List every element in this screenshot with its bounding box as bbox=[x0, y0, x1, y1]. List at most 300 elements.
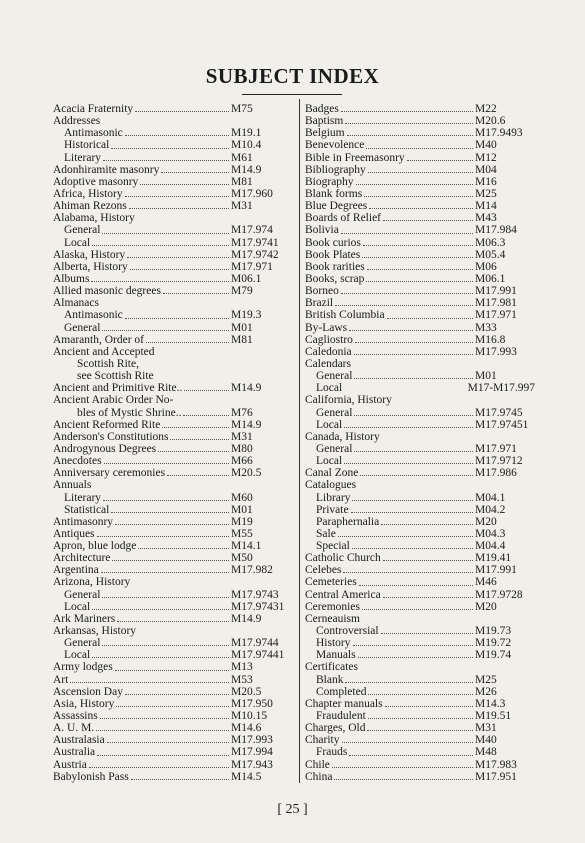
dot-leader bbox=[92, 245, 229, 246]
dot-leader bbox=[161, 172, 229, 173]
dot-leader bbox=[367, 730, 473, 731]
dot-leader bbox=[362, 609, 473, 610]
index-term: Assassins bbox=[53, 710, 98, 723]
index-entry bbox=[305, 346, 535, 358]
index-term: Book curios bbox=[305, 236, 361, 249]
index-entry bbox=[53, 164, 295, 176]
classification-code: M17.9742 bbox=[231, 248, 279, 261]
classification-code: M20.5 bbox=[231, 467, 262, 480]
index-entry bbox=[53, 309, 295, 321]
classification-code: M20.6 bbox=[475, 115, 506, 128]
dot-leader bbox=[116, 706, 229, 707]
dot-leader bbox=[355, 342, 473, 343]
dot-leader bbox=[381, 633, 473, 634]
classification-code: M17.971 bbox=[475, 309, 517, 322]
classification-code: M17.993 bbox=[231, 734, 273, 747]
index-entry bbox=[305, 674, 535, 686]
index-entry bbox=[53, 552, 295, 564]
index-entry bbox=[53, 224, 295, 236]
dot-leader bbox=[111, 148, 229, 149]
classification-code: M06.1 bbox=[475, 272, 506, 285]
index-entry bbox=[53, 504, 295, 516]
index-term: A. U. M. bbox=[53, 722, 95, 735]
index-entry bbox=[305, 504, 535, 516]
classification-code: M17.983 bbox=[475, 758, 517, 771]
index-term: Biography bbox=[305, 175, 354, 188]
index-term: Baptism bbox=[305, 115, 344, 128]
index-term: Celebes bbox=[305, 564, 342, 577]
classification-code: M17.982 bbox=[231, 564, 273, 577]
index-entry bbox=[305, 540, 535, 552]
index-term: Anecdotes bbox=[53, 455, 102, 468]
index-term: Local bbox=[316, 455, 343, 468]
index-entry bbox=[305, 309, 535, 321]
dot-leader bbox=[344, 427, 473, 428]
index-term: Ahiman Rezons bbox=[53, 200, 127, 213]
index-term: Addresses bbox=[53, 115, 101, 128]
dot-leader bbox=[343, 572, 473, 573]
index-entry bbox=[305, 698, 535, 710]
dot-leader bbox=[341, 293, 473, 294]
classification-code: M19.41 bbox=[475, 552, 512, 565]
classification-code: M17.9744 bbox=[231, 637, 279, 650]
dot-leader bbox=[107, 742, 229, 743]
index-term: Asia, History bbox=[53, 697, 115, 710]
classification-code: M22 bbox=[475, 103, 497, 115]
page-number: [ 25 ] bbox=[277, 802, 308, 817]
dot-leader bbox=[135, 111, 229, 112]
index-term: Blank bbox=[316, 673, 344, 686]
dot-leader bbox=[101, 572, 229, 573]
index-term: Allied masonic degrees bbox=[53, 285, 161, 298]
dot-leader bbox=[369, 208, 473, 209]
index-term: Acacia Fraternity bbox=[53, 103, 134, 115]
index-term: Apron, blue lodge bbox=[53, 540, 137, 553]
dot-leader bbox=[347, 135, 473, 136]
index-term: Books, scrap bbox=[305, 272, 365, 285]
index-entry bbox=[305, 407, 535, 419]
index-entry bbox=[53, 649, 295, 661]
classification-code: M19.3 bbox=[231, 309, 262, 322]
dot-leader bbox=[91, 281, 229, 282]
index-entry bbox=[305, 103, 535, 115]
classification-code: M14 bbox=[475, 200, 497, 213]
dot-leader bbox=[345, 123, 473, 124]
classification-code: M19.72 bbox=[475, 637, 512, 650]
dot-leader bbox=[92, 609, 229, 610]
index-term: Ancient Arabic Order No- bbox=[53, 394, 174, 407]
index-entry bbox=[53, 467, 295, 479]
index-entry bbox=[53, 212, 295, 224]
classification-code: M25 bbox=[475, 187, 497, 200]
page-title: SUBJECT INDEX bbox=[205, 64, 380, 88]
classification-code: M17.981 bbox=[475, 297, 517, 310]
dot-leader bbox=[125, 694, 229, 695]
classification-code: M10.4 bbox=[231, 139, 262, 152]
index-term: Bolivia bbox=[305, 224, 339, 237]
dot-leader bbox=[383, 220, 473, 221]
classification-code: M40 bbox=[475, 139, 497, 152]
index-entry bbox=[53, 674, 295, 686]
dot-leader bbox=[130, 269, 229, 270]
classification-code: M17.9745 bbox=[475, 406, 523, 419]
classification-code: M16 bbox=[475, 175, 497, 188]
dot-leader bbox=[351, 512, 473, 513]
index-entry bbox=[53, 346, 295, 358]
dot-leader bbox=[383, 560, 473, 561]
index-entry bbox=[53, 771, 295, 783]
index-entry bbox=[53, 358, 295, 370]
dot-leader bbox=[127, 257, 229, 258]
index-term: Antimasonry bbox=[53, 515, 114, 528]
dot-leader bbox=[334, 779, 473, 780]
classification-code: M19.74 bbox=[475, 649, 512, 662]
classification-code: M19.73 bbox=[475, 625, 512, 638]
index-entry bbox=[53, 152, 295, 164]
index-term: General bbox=[64, 637, 101, 650]
dot-leader bbox=[368, 694, 473, 695]
dot-leader bbox=[102, 645, 229, 646]
dot-leader bbox=[115, 670, 229, 671]
classification-code: M17.991 bbox=[475, 564, 517, 577]
classification-code: M17.97441 bbox=[231, 649, 285, 662]
index-term: General bbox=[64, 224, 101, 237]
index-entry bbox=[305, 528, 535, 540]
index-entry bbox=[305, 224, 535, 236]
classification-code: M20 bbox=[475, 600, 497, 613]
classification-code: M76 bbox=[231, 406, 253, 419]
index-entry bbox=[305, 601, 535, 613]
classification-code: M17.97431 bbox=[231, 600, 285, 613]
index-entry bbox=[305, 237, 535, 249]
index-entry bbox=[53, 528, 295, 540]
index-term: Austria bbox=[53, 758, 87, 771]
index-entry bbox=[53, 382, 295, 394]
index-entry bbox=[305, 334, 535, 346]
index-entry bbox=[53, 601, 295, 613]
classification-code: M17.97451 bbox=[475, 418, 529, 431]
classification-code: M81 bbox=[231, 175, 253, 188]
index-entry bbox=[305, 431, 535, 443]
index-term: By-Laws bbox=[305, 321, 348, 334]
dot-leader bbox=[354, 378, 473, 379]
classification-code: M31 bbox=[475, 722, 497, 735]
index-term: Bibliography bbox=[305, 163, 366, 176]
index-term: Canal Zone bbox=[305, 467, 359, 480]
index-entry bbox=[53, 625, 295, 637]
index-entry bbox=[305, 576, 535, 588]
index-entry bbox=[53, 334, 295, 346]
index-entry bbox=[53, 115, 295, 127]
index-term: Local bbox=[64, 649, 91, 662]
classification-code: M50 bbox=[231, 552, 253, 565]
index-term: Ark Mariners bbox=[53, 612, 116, 625]
dot-leader bbox=[100, 718, 229, 719]
classification-code: M17.9743 bbox=[231, 588, 279, 601]
index-term: History bbox=[316, 637, 351, 650]
index-term: Adoptive masonry bbox=[53, 175, 139, 188]
index-entry bbox=[305, 249, 535, 261]
dot-leader bbox=[341, 111, 473, 112]
dot-leader bbox=[125, 196, 229, 197]
index-entry bbox=[53, 564, 295, 576]
dot-leader bbox=[102, 233, 229, 234]
dot-leader bbox=[103, 500, 229, 501]
index-entry bbox=[53, 710, 295, 722]
dot-leader bbox=[102, 597, 229, 598]
index-term: Literary bbox=[64, 491, 102, 504]
dot-leader bbox=[354, 415, 473, 416]
classification-code: M20.5 bbox=[231, 685, 262, 698]
classification-code: M61 bbox=[231, 151, 253, 164]
index-entry bbox=[53, 746, 295, 758]
index-entry bbox=[305, 188, 535, 200]
dot-leader bbox=[342, 742, 474, 743]
index-entry bbox=[305, 212, 535, 224]
index-term: Benevolence bbox=[305, 139, 365, 152]
dot-leader bbox=[70, 682, 229, 683]
index-entry bbox=[53, 589, 295, 601]
classification-code: M17.986 bbox=[475, 467, 517, 480]
index-term: Chile bbox=[305, 758, 330, 771]
classification-code: M04 bbox=[475, 163, 497, 176]
dot-leader bbox=[368, 172, 473, 173]
index-entry bbox=[305, 455, 535, 467]
dot-leader bbox=[183, 415, 229, 416]
index-term: Catalogues bbox=[305, 479, 357, 492]
index-entry bbox=[305, 746, 535, 758]
dot-leader bbox=[129, 208, 229, 209]
classification-code: M17.9712 bbox=[475, 455, 523, 468]
index-entry bbox=[305, 564, 535, 576]
index-term: Scottish Rite, bbox=[77, 357, 139, 370]
dot-leader bbox=[344, 463, 473, 464]
dot-leader bbox=[353, 645, 474, 646]
index-term: Brazil bbox=[305, 297, 334, 310]
classification-code: M26 bbox=[475, 685, 497, 698]
index-term: Bible in Freemasonry bbox=[305, 151, 405, 164]
index-entry bbox=[53, 613, 295, 625]
classification-code: M55 bbox=[231, 527, 253, 540]
dot-leader bbox=[383, 597, 473, 598]
dot-leader bbox=[362, 257, 473, 258]
index-term: Caledonia bbox=[305, 345, 352, 358]
classification-code: M17.971 bbox=[475, 442, 517, 455]
dot-leader bbox=[184, 390, 229, 391]
dot-leader bbox=[360, 475, 473, 476]
classification-code: M80 bbox=[231, 442, 253, 455]
dot-leader bbox=[146, 342, 229, 343]
index-term: Central America bbox=[305, 588, 381, 601]
classification-code: M17.951 bbox=[475, 770, 517, 783]
index-entry bbox=[53, 188, 295, 200]
classification-code: M14.9 bbox=[231, 163, 262, 176]
index-term: Africa, History bbox=[53, 187, 123, 200]
classification-code: M20 bbox=[475, 515, 497, 528]
index-entry bbox=[53, 759, 295, 771]
classification-code: M10.15 bbox=[231, 710, 268, 723]
index-entry bbox=[305, 492, 535, 504]
index-entry bbox=[305, 552, 535, 564]
dot-leader bbox=[138, 548, 229, 549]
dot-leader bbox=[354, 451, 473, 452]
index-entry bbox=[305, 358, 535, 370]
index-term: Almanacs bbox=[53, 297, 99, 310]
index-term: Alberta, History bbox=[53, 260, 128, 273]
index-entry bbox=[305, 285, 535, 297]
dot-leader bbox=[367, 269, 473, 270]
dot-leader bbox=[366, 148, 473, 149]
index-entry bbox=[53, 540, 295, 552]
index-entry bbox=[53, 394, 295, 406]
index-term: British Columbia bbox=[305, 309, 385, 322]
dot-leader bbox=[368, 718, 473, 719]
index-term: General bbox=[316, 442, 353, 455]
index-entry bbox=[53, 237, 295, 249]
classification-code: M81 bbox=[231, 333, 253, 346]
dot-leader bbox=[140, 184, 229, 185]
classification-code: M04.1 bbox=[475, 491, 506, 504]
classification-code: M75 bbox=[231, 103, 253, 115]
index-entry bbox=[305, 394, 535, 406]
index-term: Private bbox=[316, 503, 349, 516]
classification-code: M60 bbox=[231, 491, 253, 504]
dot-leader bbox=[115, 524, 229, 525]
index-entry bbox=[53, 200, 295, 212]
index-entry bbox=[305, 661, 535, 673]
dot-leader bbox=[125, 135, 229, 136]
index-term: Local bbox=[64, 236, 91, 249]
index-entry bbox=[53, 686, 295, 698]
index-entry bbox=[305, 467, 535, 479]
index-entry bbox=[305, 613, 535, 625]
index-term: Certificates bbox=[305, 661, 359, 674]
classification-code: M14.9 bbox=[231, 418, 262, 431]
dot-leader bbox=[354, 354, 473, 355]
index-entry bbox=[305, 443, 535, 455]
index-term: Australasia bbox=[53, 734, 105, 747]
index-entry bbox=[305, 164, 535, 176]
index-entry bbox=[53, 370, 295, 382]
dot-leader bbox=[363, 245, 473, 246]
index-term: Australia bbox=[53, 746, 96, 759]
classification-code: M01 bbox=[475, 370, 497, 383]
index-entry bbox=[53, 103, 295, 115]
index-term: Badges bbox=[305, 103, 339, 115]
classification-code: M31 bbox=[231, 200, 253, 213]
classification-code: M12 bbox=[475, 151, 497, 164]
index-term: Adonhiramite masonry bbox=[53, 163, 160, 176]
dot-leader bbox=[381, 524, 473, 525]
classification-code: M17.960 bbox=[231, 187, 273, 200]
classification-code: M14.9 bbox=[231, 382, 262, 395]
classification-code: M14.6 bbox=[231, 722, 262, 735]
index-term: Charges, Old bbox=[305, 722, 366, 735]
dot-leader bbox=[338, 536, 473, 537]
dot-leader bbox=[385, 706, 473, 707]
index-term: Architecture bbox=[53, 552, 111, 565]
dot-leader bbox=[332, 767, 473, 768]
index-entry bbox=[53, 431, 295, 443]
index-entry bbox=[53, 661, 295, 673]
index-term: Cerneauism bbox=[305, 612, 360, 625]
classification-code: M40 bbox=[475, 734, 497, 747]
index-term: Anniversary ceremonies bbox=[53, 467, 166, 480]
index-entry bbox=[305, 771, 535, 783]
index-entry bbox=[53, 419, 295, 431]
classification-code: M04.2 bbox=[475, 503, 506, 516]
index-entry bbox=[53, 637, 295, 649]
dot-leader bbox=[349, 330, 473, 331]
classification-code: M14.1 bbox=[231, 540, 262, 553]
index-term: Antiques bbox=[53, 527, 95, 540]
index-term: Statistical bbox=[64, 503, 110, 516]
classification-code: M17.984 bbox=[475, 224, 517, 237]
dot-leader bbox=[97, 536, 229, 537]
classification-code: M04.4 bbox=[475, 540, 506, 553]
classification-code: M13 bbox=[231, 661, 253, 674]
classification-code: M06.1 bbox=[231, 272, 262, 285]
index-term: Blank forms bbox=[305, 187, 363, 200]
dot-leader bbox=[345, 682, 473, 683]
dot-leader bbox=[103, 160, 229, 161]
index-entry bbox=[53, 734, 295, 746]
classification-code: M17.994 bbox=[231, 746, 273, 759]
index-entry bbox=[305, 115, 535, 127]
index-entry bbox=[305, 589, 535, 601]
index-entry bbox=[305, 710, 535, 722]
dot-leader bbox=[158, 451, 229, 452]
index-entry bbox=[305, 722, 535, 734]
dot-leader bbox=[352, 548, 473, 549]
index-term: Ancient Reformed Rite bbox=[53, 418, 161, 431]
index-column-left bbox=[53, 103, 295, 783]
dot-leader bbox=[167, 475, 229, 476]
index-term: Amaranth, Order of bbox=[53, 333, 145, 346]
index-entry bbox=[305, 759, 535, 771]
classification-code: M01 bbox=[231, 503, 253, 516]
dot-leader bbox=[387, 318, 473, 319]
index-term: Arizona, History bbox=[53, 576, 131, 589]
index-entry bbox=[53, 127, 295, 139]
index-term: see Scottish Rite bbox=[77, 370, 154, 383]
index-term: Arkansas, History bbox=[53, 625, 137, 638]
index-entry bbox=[53, 722, 295, 734]
index-term: Controversial bbox=[316, 625, 379, 638]
index-term: Cemeteries bbox=[305, 576, 357, 589]
classification-code: M53 bbox=[231, 673, 253, 686]
dot-leader bbox=[341, 233, 473, 234]
classification-code: M33 bbox=[475, 321, 497, 334]
classification-code: M79 bbox=[231, 285, 253, 298]
index-term: Special bbox=[316, 540, 350, 553]
dot-leader bbox=[112, 560, 229, 561]
dot-leader bbox=[366, 281, 473, 282]
classification-code: M48 bbox=[475, 746, 497, 759]
classification-code: M19.1 bbox=[231, 127, 262, 140]
dot-leader bbox=[335, 305, 473, 306]
index-term: Anderson's Constitutions bbox=[53, 430, 169, 443]
classification-code: M06 bbox=[475, 260, 497, 273]
index-entry bbox=[53, 139, 295, 151]
index-term: Book Plates bbox=[305, 248, 361, 261]
index-entry bbox=[305, 734, 535, 746]
index-term: Calendars bbox=[305, 357, 351, 370]
index-entry bbox=[53, 285, 295, 297]
index-entry bbox=[305, 200, 535, 212]
dot-leader bbox=[111, 512, 229, 513]
index-entry bbox=[53, 698, 295, 710]
